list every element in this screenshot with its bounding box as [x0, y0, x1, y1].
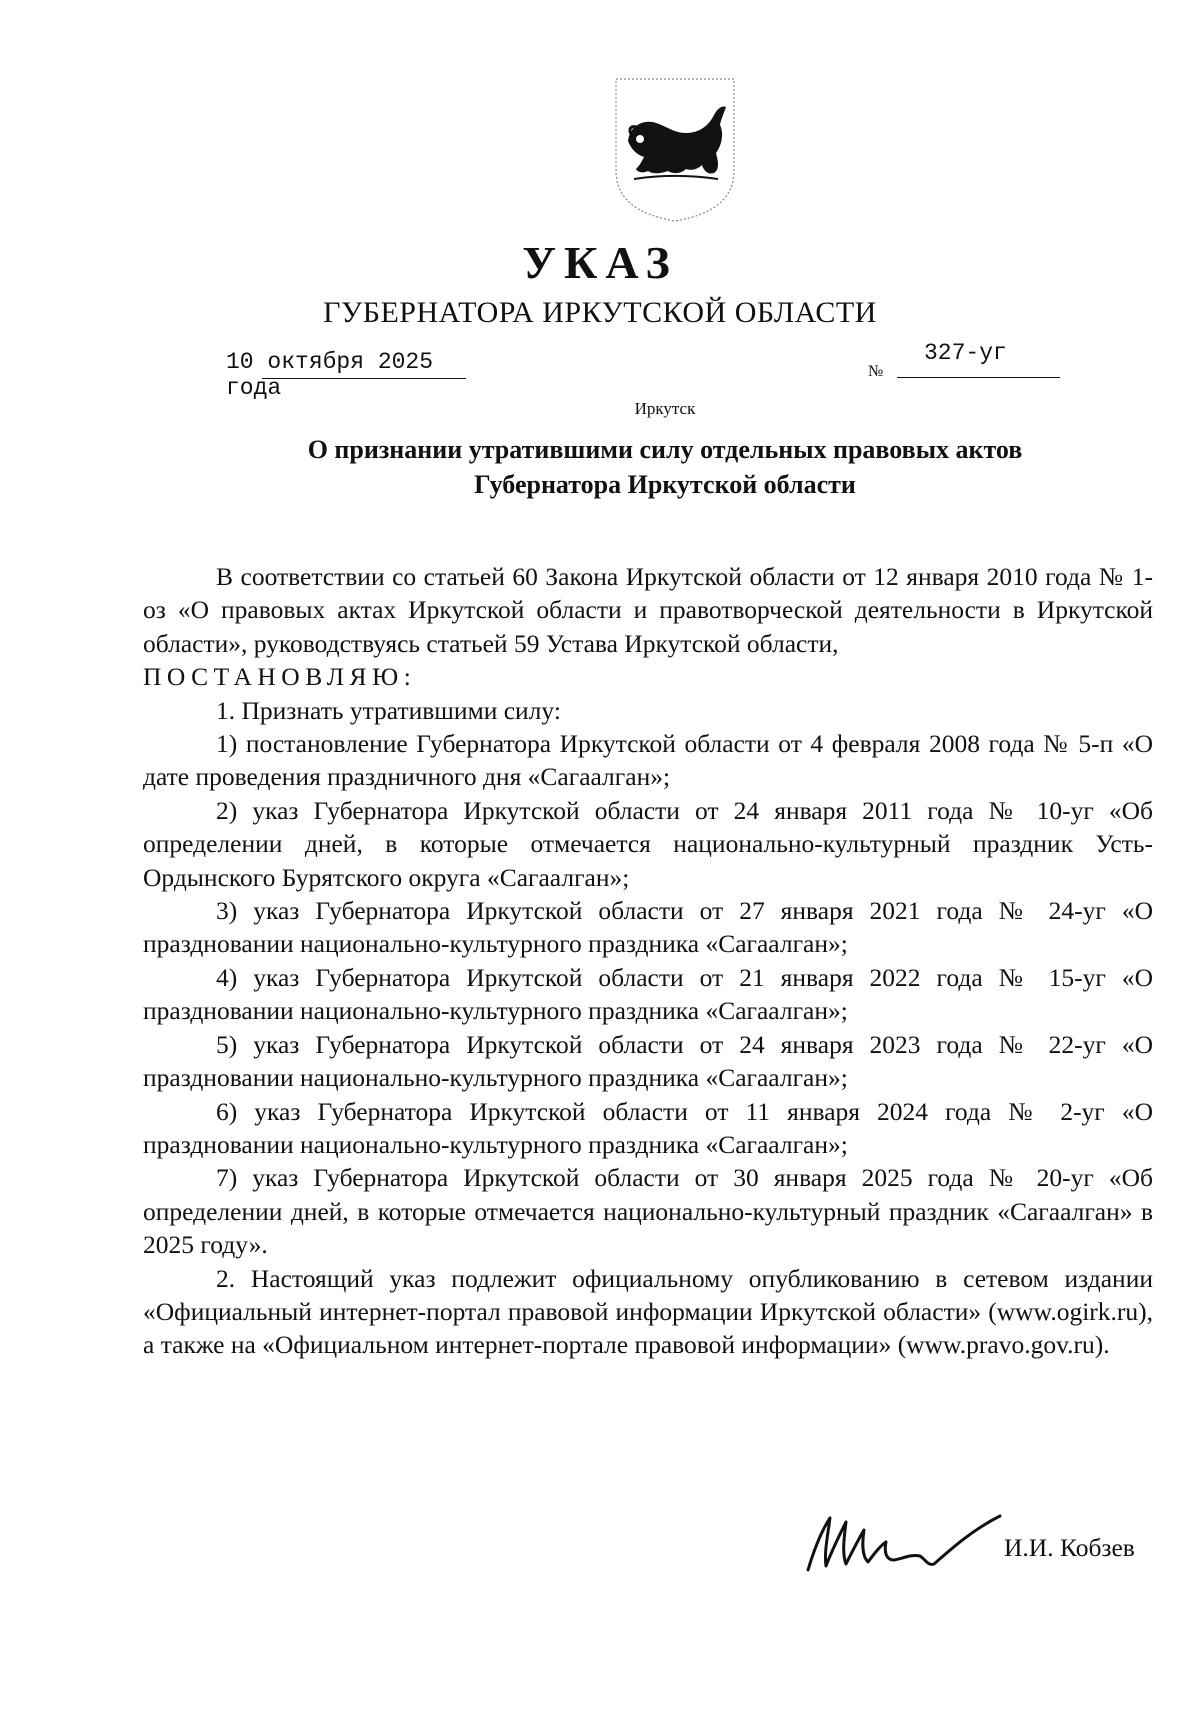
signer-name: И.И. Кобзев — [1004, 1533, 1135, 1562]
number-underline — [897, 377, 1060, 378]
item-2: 2. Настоящий указ подлежит официальному опубликованию в сетевом издании «Официальный интернет-портал правовой информации Иркутской области» (www.ogirk.ru), а также на «Официальном интернет-портале правовой информации» (www.pravo.gov.ru). — [143, 1263, 1153, 1360]
subitem-1: 1) постановление Губернатора Иркутской области от 4 февраля 2008 года № 5-п «О дате проведения праздничного дня «Сагаалган»; — [143, 729, 1153, 792]
subitem-4: 4) указ Губернатора Иркутской области от 21 января 2022 года № 15-уг «О праздновании национально-культурного праздника «Сагаалган»; — [143, 962, 1153, 1026]
document-date: 10 октября 2025 года — [226, 349, 434, 401]
decree-word: ПОСТАНОВЛЯЮ: — [143, 662, 417, 692]
subitem-3: 3) указ Губернатора Иркутской области от 27 января 2021 года № 24-уг «О праздновании национально-культурного праздника «Сагаалган»; — [143, 896, 1153, 959]
document-number: 327-уг — [924, 340, 1007, 366]
item-1: 1. Признать утратившими силу: — [216, 695, 561, 725]
subitem-6: 6) указ Губернатора Иркутской области от 11 января 2024 года № 2-уг «О праздновании национально-культурного праздника «Сагаалган»; — [143, 1096, 1153, 1159]
document-body — [143, 560, 1153, 1362]
preamble-paragraph: В соответствии со статьей 60 Закона Иркутской области от 12 января 2010 года № 1-оз «О правовых актах Иркутской области и правотворческой деятельности в Иркутской области», руководствуясь статьей 59 Устава Иркутской области, — [143, 562, 1153, 658]
document-title: УКАЗ — [522, 237, 678, 288]
coat-of-arms-icon — [610, 75, 740, 225]
date-underline — [262, 378, 466, 379]
document-heading — [200, 432, 1130, 502]
subitem-7: 7) указ Губернатора Иркутской области от 30 января 2025 года № 20-уг «Об определении дней, в которые отмечается национально-культурный праздник «Сагаалган» в 2025 году». — [143, 1163, 1153, 1260]
subitem-5: 5) указ Губернатора Иркутской области от 24 января 2023 года № 22-уг «О праздновании национально-культурного праздника «Сагаалган»; — [143, 1029, 1153, 1093]
document-subtitle: ГУБЕРНАТОРА ИРКУТСКОЙ ОБЛАСТИ — [323, 296, 877, 329]
signature-image — [800, 1500, 1010, 1580]
heading-line-1: О признании утратившими силу отдельных правовых актов — [307, 435, 1023, 464]
document-city: Иркутск — [634, 399, 696, 418]
number-label: № — [868, 363, 884, 380]
heading-line-2: Губернатора Иркутской области — [474, 470, 856, 499]
subitem-2: 2) указ Губернатора Иркутской области от 24 января 2011 года № 10-уг «Об определении дней, в которые отмечается национально-культурный праздник Усть-Ордынского Бурятского округа «Сагаалган»; — [143, 795, 1153, 892]
